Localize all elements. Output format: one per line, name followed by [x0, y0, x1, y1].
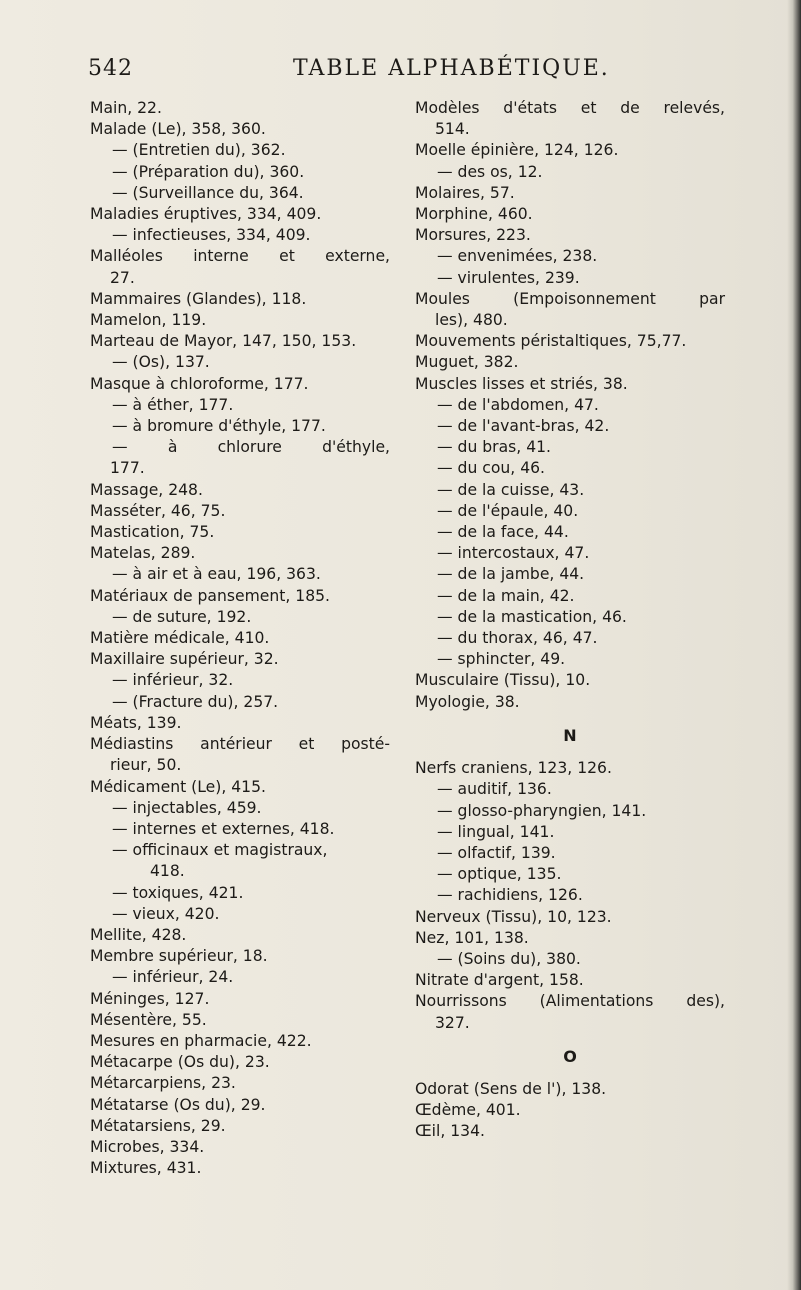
index-subentry: — glosso-pharyngien, 141.: [437, 801, 647, 820]
index-subentry: — olfactif, 139.: [437, 843, 556, 862]
index-subentry: — de suture, 192.: [112, 607, 252, 626]
index-continuation: rieur, 50.: [110, 756, 182, 775]
index-entry: Méninges, 127.: [90, 989, 210, 1008]
index-continuation: 514.: [435, 120, 470, 139]
index-column-right: [415, 98, 725, 1143]
index-entry: Mésentère, 55.: [90, 1010, 207, 1029]
index-subentry: — de la face, 44.: [437, 523, 569, 542]
index-entry: Mesures en pharmacie, 422.: [90, 1031, 312, 1050]
index-subentry: — optique, 135.: [437, 865, 562, 884]
section-letter: N: [563, 725, 577, 745]
index-entry: Musculaire (Tissu), 10.: [415, 671, 591, 690]
index-entry: Nez, 101, 138.: [415, 928, 529, 947]
index-continuation: 177.: [110, 459, 145, 478]
index-entry: Morphine, 460.: [415, 205, 533, 224]
index-entry: Morsures, 223.: [415, 226, 531, 245]
index-entry: Marteau de Mayor, 147, 150, 153.: [90, 332, 357, 351]
index-subentry: — des os, 12.: [437, 162, 543, 181]
index-subentry: — (Préparation du), 360.: [112, 162, 305, 181]
page-number: 542: [88, 56, 133, 81]
index-subentry: — de la cuisse, 43.: [437, 480, 585, 499]
index-entry: Nourrissons (Alimentations des),: [415, 992, 725, 1011]
index-entry: Nerveux (Tissu), 10, 123.: [415, 907, 612, 926]
index-subentry: — inférieur, 32.: [112, 671, 234, 690]
index-subentry: — à chlorure d'éthyle,: [112, 438, 390, 457]
index-entry: Maladies éruptives, 334, 409.: [90, 205, 322, 224]
index-subentry: — de la mastication, 46.: [437, 607, 627, 626]
index-subentry: — officinaux et magistraux,: [112, 841, 328, 860]
index-subentry: — (Surveillance du, 364.: [112, 183, 304, 202]
index-subentry: — virulentes, 239.: [437, 268, 580, 287]
index-entry: Méats, 139.: [90, 713, 182, 732]
index-subentry: — infectieuses, 334, 409.: [112, 226, 311, 245]
index-entry: Odorat (Sens de l'), 138.: [415, 1079, 607, 1098]
index-entry: Mammaires (Glandes), 118.: [90, 289, 307, 308]
index-subentry: — de la main, 42.: [437, 586, 575, 605]
index-entry: Muguet, 382.: [415, 353, 519, 372]
index-subentry: — envenimées, 238.: [437, 247, 598, 266]
index-entry: Moules (Empoisonnement par: [415, 289, 725, 308]
index-subentry: — à éther, 177.: [112, 395, 234, 414]
index-entry: Œil, 134.: [415, 1122, 485, 1141]
index-continuation: 27.: [110, 268, 135, 287]
index-subentry: — (Entretien du), 362.: [112, 141, 286, 160]
index-entry: Mouvements péristaltiques, 75,77.: [415, 332, 687, 351]
index-subentry: — de l'épaule, 40.: [437, 501, 579, 520]
index-entry: Massage, 248.: [90, 480, 203, 499]
index-entry: Malléoles interne et externe,: [90, 247, 390, 266]
index-entry: Myologie, 38.: [415, 692, 520, 711]
index-subentry: — de la jambe, 44.: [437, 565, 585, 584]
index-entry: Œdème, 401.: [415, 1101, 521, 1120]
index-subentry: — du thorax, 46, 47.: [437, 629, 598, 648]
index-subentry: — internes et externes, 418.: [112, 819, 335, 838]
index-continuation: 418.: [150, 862, 185, 881]
index-entry: Matière médicale, 410.: [90, 629, 270, 648]
index-entry: Métacarpe (Os du), 23.: [90, 1053, 270, 1072]
index-subentry: — injectables, 459.: [112, 798, 262, 817]
index-entry: Métarcarpiens, 23.: [90, 1074, 236, 1093]
index-entry: Mixtures, 431.: [90, 1159, 202, 1178]
index-entry: Molaires, 57.: [415, 183, 515, 202]
index-column-left: [90, 98, 390, 1179]
index-subentry: — (Soins du), 380.: [437, 949, 581, 968]
index-subentry: — intercostaux, 47.: [437, 544, 590, 563]
index-entry: Mastication, 75.: [90, 523, 215, 542]
index-subentry: — de l'abdomen, 47.: [437, 395, 599, 414]
index-entry: Nitrate d'argent, 158.: [415, 971, 584, 990]
index-subentry: — (Os), 137.: [112, 353, 210, 372]
index-subentry: — du cou, 46.: [437, 459, 545, 478]
index-subentry: — toxiques, 421.: [112, 883, 244, 902]
index-subentry: — à bromure d'éthyle, 177.: [112, 417, 326, 436]
index-subentry: — (Fracture du), 257.: [112, 692, 279, 711]
index-entry: Matériaux de pansement, 185.: [90, 586, 331, 605]
index-entry: Nerfs craniens, 123, 126.: [415, 759, 612, 778]
index-subentry: — de l'avant-bras, 42.: [437, 417, 610, 436]
page-header: [88, 56, 738, 86]
index-continuation: 327.: [435, 1013, 470, 1032]
index-subentry: — lingual, 141.: [437, 822, 555, 841]
index-subentry: — sphincter, 49.: [437, 650, 566, 669]
index-entry: Malade (Le), 358, 360.: [90, 120, 266, 139]
index-subentry: — du bras, 41.: [437, 438, 551, 457]
index-entry: Métatarse (Os du), 29.: [90, 1095, 266, 1114]
index-entry: Métatarsiens, 29.: [90, 1116, 226, 1135]
index-entry: Médiastins antérieur et posté-: [90, 735, 390, 754]
index-entry: Moelle épinière, 124, 126.: [415, 141, 619, 160]
index-entry: Microbes, 334.: [90, 1137, 205, 1156]
index-entry: Mamelon, 119.: [90, 311, 207, 330]
index-entry: Modèles d'états et de relevés,: [415, 99, 725, 117]
section-letter: O: [563, 1046, 577, 1066]
index-subentry: — inférieur, 24.: [112, 968, 234, 987]
index-entry: Matelas, 289.: [90, 544, 196, 563]
index-entry: Mellite, 428.: [90, 925, 187, 944]
index-entry: Muscles lisses et striés, 38.: [415, 374, 628, 393]
running-title: TABLE ALPHABÉTIQUE.: [293, 56, 610, 81]
index-subentry: — vieux, 420.: [112, 904, 220, 923]
index-entry: Masque à chloroforme, 177.: [90, 374, 309, 393]
index-entry: Masséter, 46, 75.: [90, 501, 226, 520]
index-entry: Médicament (Le), 415.: [90, 777, 266, 796]
index-entry: Maxillaire supérieur, 32.: [90, 650, 279, 669]
index-subentry: — à air et à eau, 196, 363.: [112, 565, 321, 584]
index-continuation: les), 480.: [435, 311, 508, 330]
page-edge-shadow: [787, 0, 801, 1290]
index-subentry: — auditif, 136.: [437, 780, 552, 799]
index-entry: Membre supérieur, 18.: [90, 947, 268, 966]
index-entry: Main, 22.: [90, 99, 162, 117]
index-subentry: — rachidiens, 126.: [437, 886, 583, 905]
